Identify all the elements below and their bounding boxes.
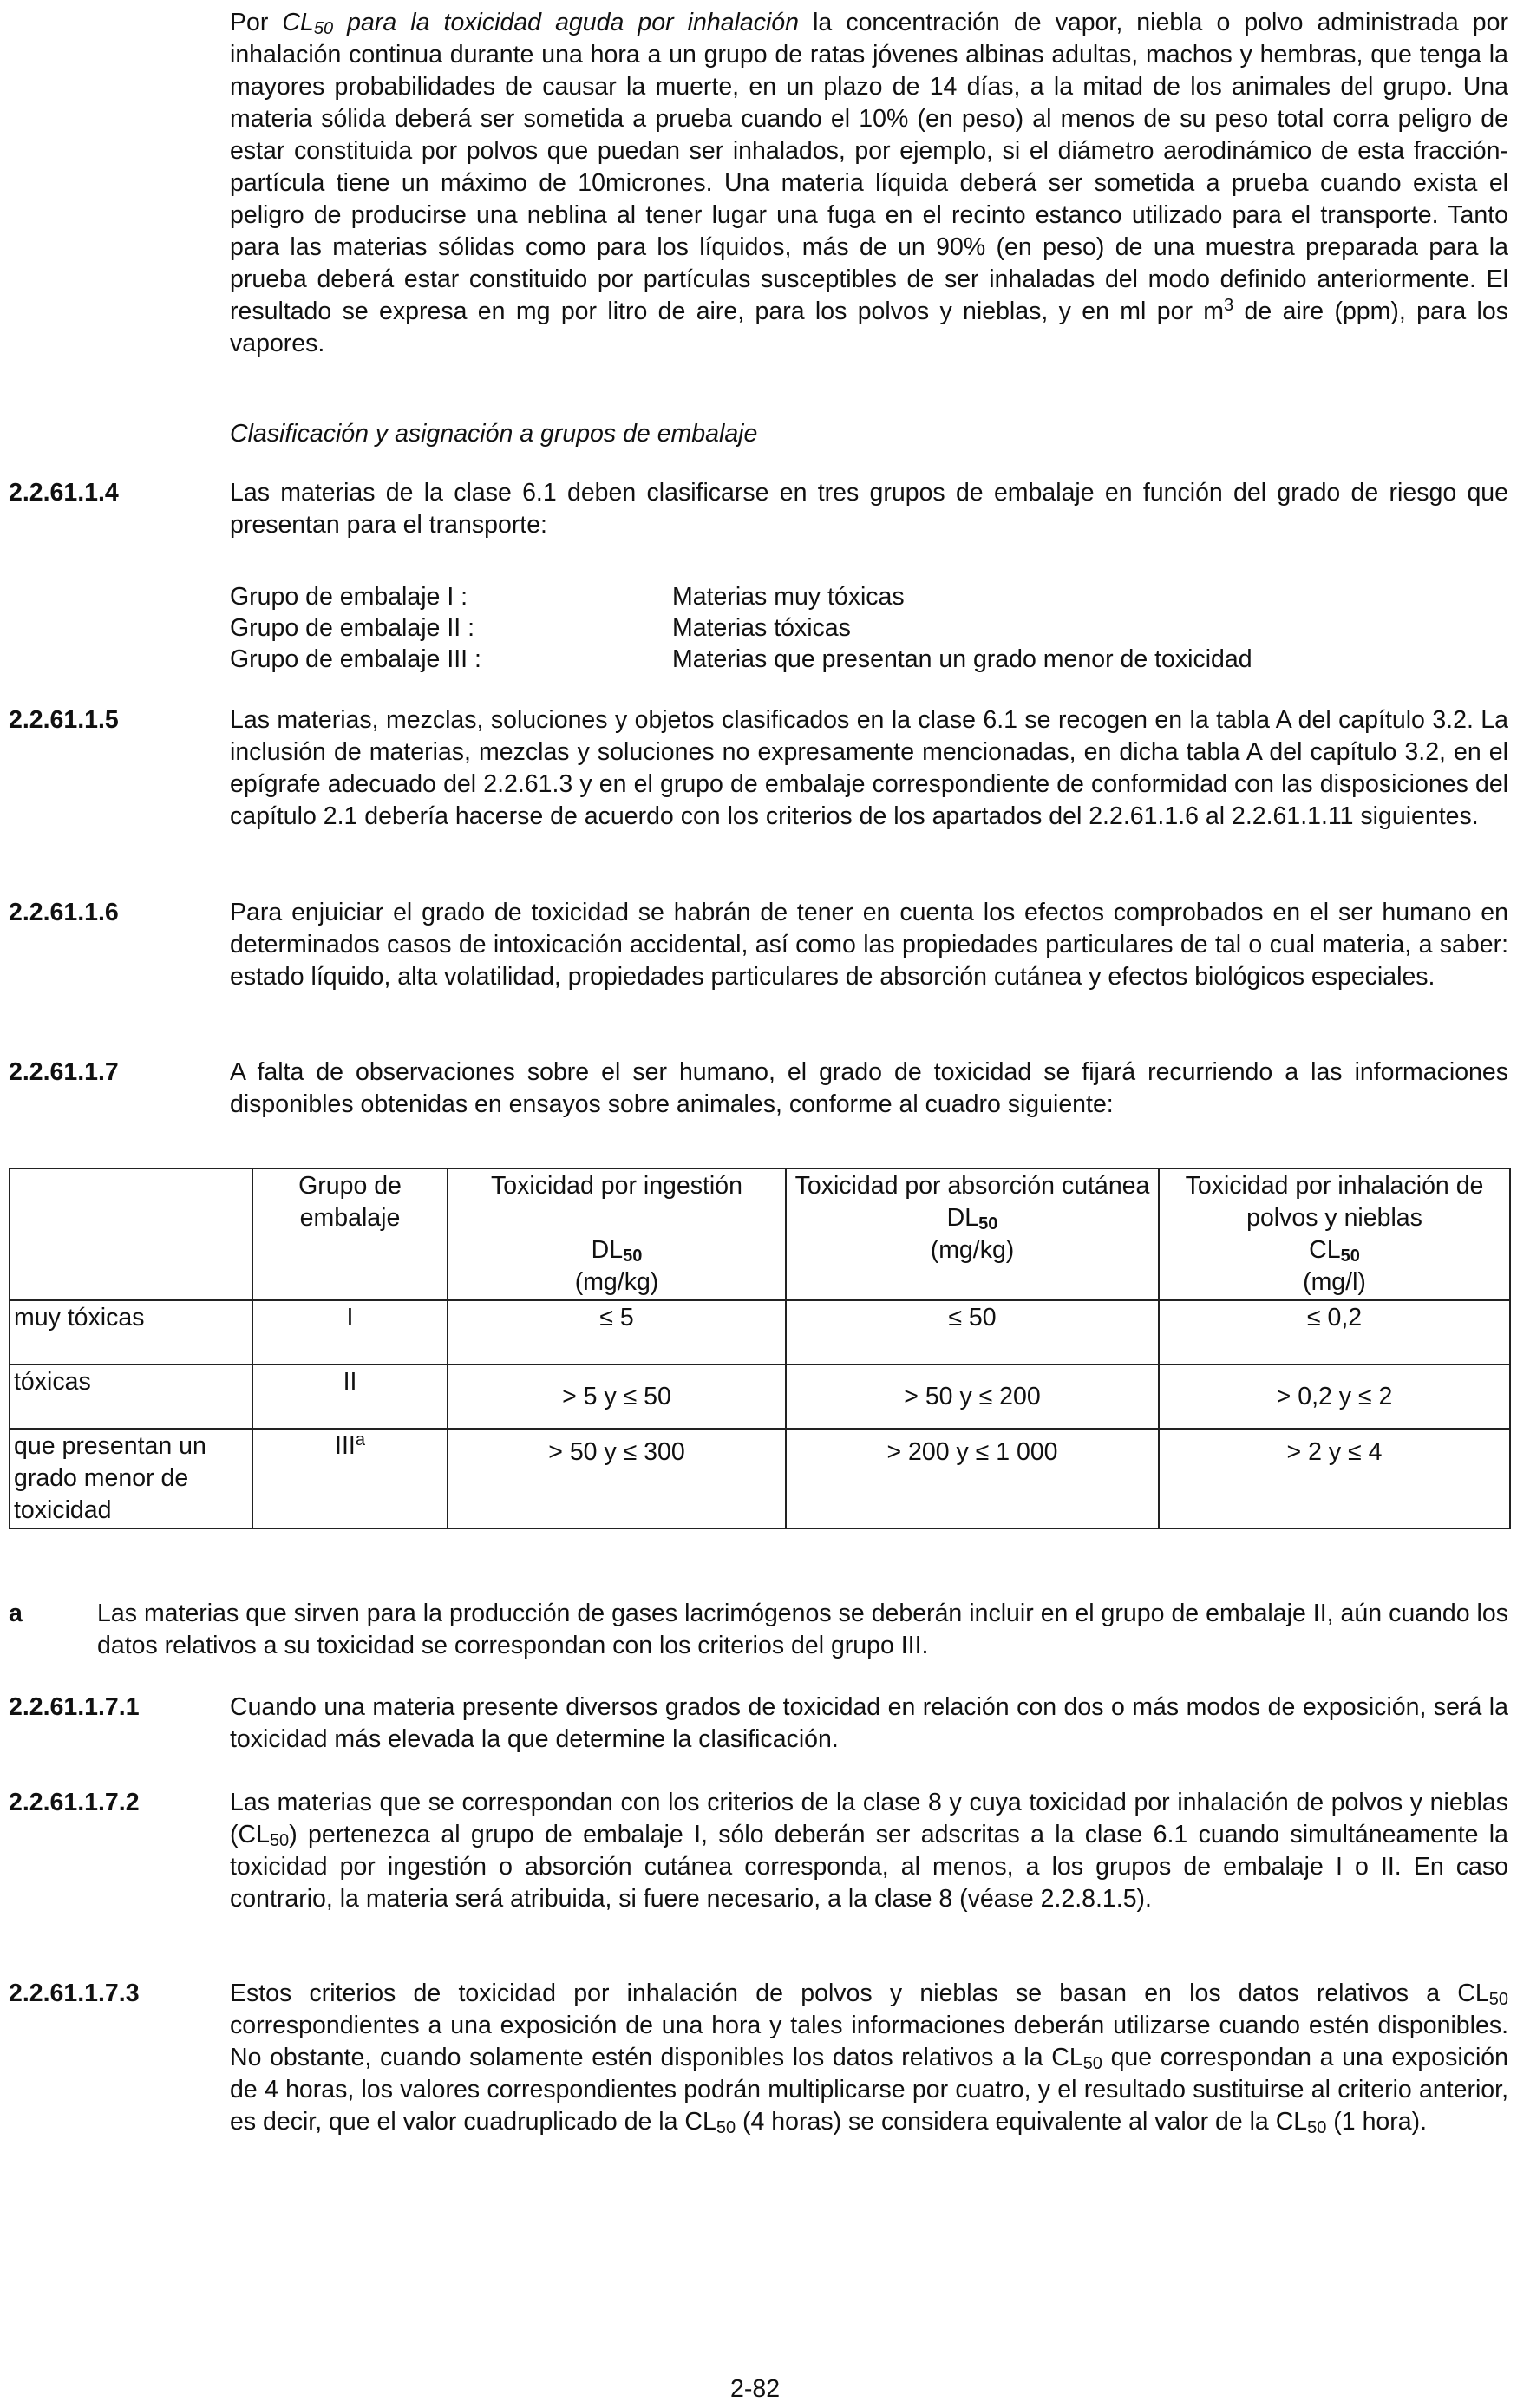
header-ingestion-text: Toxicidad por ingestión bbox=[491, 1172, 742, 1200]
group-cell: II bbox=[252, 1364, 448, 1429]
section-text: Las materias, mezclas, soluciones y objetos clasificados en la clase 6.1 se recogen en la tabla A del capítulo 3.2. La inclusión de materias, mezclas y soluciones no expresamente mencionadas, en dicha tabla A del capítulo 3.2, en el epígrafe adecuado del 2.2.61.3 y en el grupo de embalaje correspondiente de conformidad con las disposiciones del capítulo 2.1 debería hacerse de acuerdo con los criterios de los apartados del 2.2.61.1.6 al 2.2.61.1.11 siguientes. bbox=[230, 706, 1508, 830]
footnote-mark: a bbox=[9, 1600, 23, 1627]
section-number: 2.2.61.1.6 bbox=[9, 899, 119, 926]
packing-group-row bbox=[230, 644, 1252, 675]
section-number: 2.2.61.1.7 bbox=[9, 1058, 119, 1086]
packing-groups-list bbox=[230, 581, 1252, 675]
section-text bbox=[230, 1978, 1508, 2138]
intro-lead-a: Por bbox=[230, 9, 283, 36]
table-row bbox=[10, 1429, 1510, 1528]
table-footnote bbox=[9, 1598, 1508, 1662]
group-cell bbox=[252, 1429, 448, 1528]
category-cell: muy tóxicas bbox=[10, 1300, 252, 1364]
section-text: Las materias de la clase 6.1 deben clasificarse en tres grupos de embalaje en función del grado de riesgo que presentan para el transporte: bbox=[230, 479, 1508, 539]
ingestion-cell: ≤ 5 bbox=[448, 1300, 786, 1364]
cl-subscript: 50 bbox=[1488, 1990, 1508, 2009]
dl-symbol: DL bbox=[591, 1236, 624, 1264]
section-text-part: (4 horas) se considera equivalente al valor de la CL bbox=[736, 2108, 1308, 2136]
absorption-unit: (mg/kg) bbox=[930, 1236, 1015, 1264]
section-2-2-61-1-7-2 bbox=[9, 1787, 1508, 1915]
dl-subscript: 50 bbox=[978, 1214, 998, 1233]
section-text-part: Las materias que se correspondan con los criterios de la clase 8 y cuya toxicidad por inhalación de polvos y nieblas (CL bbox=[230, 1789, 1508, 1849]
toxicity-table bbox=[9, 1168, 1511, 1529]
section-2-2-61-1-7-3 bbox=[9, 1978, 1508, 2138]
page-number: 2-82 bbox=[730, 2375, 781, 2403]
cl-subscript: 50 bbox=[1307, 2118, 1327, 2137]
packing-group-desc: Materias tóxicas bbox=[672, 614, 851, 642]
header-absorption bbox=[786, 1168, 1159, 1300]
intro-paragraph bbox=[230, 7, 1508, 360]
table-row bbox=[10, 1300, 1510, 1364]
packing-group-label: Grupo de embalaje II : bbox=[230, 614, 474, 642]
ingestion-unit: (mg/kg) bbox=[574, 1268, 659, 1296]
header-absorption-text: Toxicidad por absorción cutánea bbox=[794, 1172, 1150, 1200]
packing-group-desc: Materias muy tóxicas bbox=[672, 583, 905, 611]
table-header-row bbox=[10, 1168, 1510, 1300]
table-row bbox=[10, 1364, 1510, 1429]
section-text: Cuando una materia presente diversos grados de toxicidad en relación con dos o más modos de exposición, será la toxicidad más elevada la que determine la clasificación. bbox=[230, 1693, 1508, 1753]
packing-group-desc: Materias que presentan un grado menor de toxicidad bbox=[672, 645, 1252, 673]
section-number: 2.2.61.1.7.1 bbox=[9, 1693, 140, 1721]
section-text: Para enjuiciar el grado de toxicidad se habrán de tener en cuenta los efectos comprobados en el ser humano en determinados casos de intoxicación accidental, así como las propiedades particulares de tal o cual materia, a saber: estado líquido, alta volatilidad, propiedades particulares de absorción cutánea y efectos biológicos especiales. bbox=[230, 899, 1508, 991]
cl-symbol: CL bbox=[1309, 1236, 1341, 1264]
section-2-2-61-1-4 bbox=[9, 477, 1508, 541]
section-2-2-61-1-5 bbox=[9, 704, 1508, 833]
packing-group-label: Grupo de embalaje III : bbox=[230, 645, 481, 673]
ingestion-cell: > 50 y ≤ 300 bbox=[448, 1429, 786, 1528]
packing-group-label: Grupo de embalaje I : bbox=[230, 583, 468, 611]
group-value: III bbox=[335, 1432, 356, 1460]
inhalation-metric bbox=[1163, 1234, 1506, 1266]
group-cell: I bbox=[252, 1300, 448, 1364]
section-number: 2.2.61.1.7.2 bbox=[9, 1789, 140, 1816]
section-number: 2.2.61.1.4 bbox=[9, 479, 119, 507]
absorption-cell: ≤ 50 bbox=[786, 1300, 1159, 1364]
cl-subscript: 50 bbox=[313, 19, 334, 38]
cl-symbol: CL bbox=[282, 9, 314, 36]
absorption-cell: > 200 y ≤ 1 000 bbox=[786, 1429, 1159, 1528]
inhalation-unit: (mg/l) bbox=[1303, 1268, 1366, 1296]
section-text-part: correspondientes a una exposición de una hora y tales informaciones deberán utilizarse cuando estén disponibles. No obstante, cuando solamente estén disponibles los datos relativos a la CL bbox=[230, 2012, 1508, 2071]
footnote-text: Las materias que sirven para la producción de gases lacrimógenos se deberán incluir en el grupo de embalaje II, aún cuando los datos relativos a su toxicidad se correspondan con los criterios del grupo III. bbox=[97, 1600, 1508, 1659]
subheading: Clasificación y asignación a grupos de embalaje bbox=[230, 420, 758, 448]
header-ingestion bbox=[448, 1168, 786, 1300]
inhalation-cell: ≤ 0,2 bbox=[1159, 1300, 1510, 1364]
dl-symbol: DL bbox=[946, 1204, 979, 1232]
inhalation-cell: > 0,2 y ≤ 2 bbox=[1159, 1364, 1510, 1429]
packing-group-row bbox=[230, 581, 1252, 612]
intro-lead-b: para la toxicidad aguda por inhalación bbox=[333, 9, 800, 36]
category-cell: que presentan un grado menor de toxicidad bbox=[10, 1429, 252, 1528]
intro-text: la concentración de vapor, niebla o polvo administrada por inhalación continua durante una hora a un grupo de ratas jóvenes albinas adultas, machos y hembras, que tenga la mayores probabilidades de causar la muerte, en un plazo de 14 días, a la mitad de los animales del grupo. Una materia sólida deberá ser sometida a prueba cuando el 10% (en peso) al menos de su peso total corra peligro de estar constituida por polvos que puedan ser inhalados, por ejemplo, si el diámetro aerodinámico de esta fracción-partícula tiene un máximo de 10micrones. Una materia líquida deberá ser sometida a prueba cuando exista el peligro de producirse una neblina al tener lugar una fuga en el recinto estanco utilizado para el transporte. Tanto para las materias sólidas como para los líquidos, más de un 90% (en peso) de una muestra preparada para la prueba deberá estar constituido por partículas susceptibles de ser inhaladas del modo definido anteriormente. El resultado se expresa en mg por litro de aire, para los polvos y nieblas, y en ml por m bbox=[230, 9, 1508, 325]
absorption-metric bbox=[790, 1202, 1154, 1234]
intro-tail: de aire (ppm), para los vapores. bbox=[230, 298, 1508, 357]
section-2-2-61-1-7 bbox=[9, 1057, 1508, 1121]
header-group-text: Grupo de embalaje bbox=[298, 1172, 402, 1232]
group-footnote-mark: a bbox=[355, 1430, 365, 1449]
section-text-part: que correspondan a una exposición de 4 horas, los valores correspondientes podrán multiplicarse por cuatro, y el resultado sustituirse al criterio anterior, es decir, que el valor cuadruplicado de la CL bbox=[230, 2044, 1508, 2136]
ingestion-cell: > 5 y ≤ 50 bbox=[448, 1364, 786, 1429]
unit-superscript: 3 bbox=[1224, 296, 1234, 315]
section-2-2-61-1-7-1 bbox=[9, 1691, 1508, 1756]
header-inhalation-text: Toxicidad por inhalación de polvos y nieblas bbox=[1185, 1172, 1484, 1232]
packing-group-row bbox=[230, 612, 1252, 644]
cl-subscript: 50 bbox=[1082, 2054, 1102, 2073]
absorption-cell: > 50 y ≤ 200 bbox=[786, 1364, 1159, 1429]
header-group bbox=[252, 1168, 448, 1300]
cl-subscript: 50 bbox=[269, 1831, 290, 1850]
section-number: 2.2.61.1.7.3 bbox=[9, 1979, 140, 2007]
cl-subscript: 50 bbox=[1340, 1247, 1360, 1266]
section-number: 2.2.61.1.5 bbox=[9, 706, 119, 734]
header-blank-cell bbox=[10, 1168, 252, 1300]
cl-subscript: 50 bbox=[716, 2118, 736, 2137]
section-text-part: ) pertenezca al grupo de embalaje I, sólo deberán ser adscritas a la clase 6.1 cuando simultáneamente la toxicidad por ingestión o absorción cutánea corresponda, al menos, a los grupos de embalaje I o II. En caso contrario, la materia será atribuida, si fuere necesario, a la clase 8 (véase 2.2.8.1.5). bbox=[230, 1821, 1508, 1913]
ingestion-metric bbox=[452, 1234, 781, 1266]
section-text bbox=[230, 1787, 1508, 1915]
section-text-part: (1 hora). bbox=[1326, 2108, 1428, 2136]
dl-subscript: 50 bbox=[623, 1247, 643, 1266]
section-text: A falta de observaciones sobre el ser humano, el grado de toxicidad se fijará recurriendo a las informaciones disponibles obtenidas en ensayos sobre animales, conforme al cuadro siguiente: bbox=[230, 1058, 1508, 1118]
section-2-2-61-1-6 bbox=[9, 897, 1508, 993]
section-text-part: Estos criterios de toxicidad por inhalación de polvos y nieblas se basan en los datos relativos a CL bbox=[230, 1979, 1489, 2007]
header-inhalation bbox=[1159, 1168, 1510, 1300]
inhalation-cell: > 2 y ≤ 4 bbox=[1159, 1429, 1510, 1528]
category-cell: tóxicas bbox=[10, 1364, 252, 1429]
